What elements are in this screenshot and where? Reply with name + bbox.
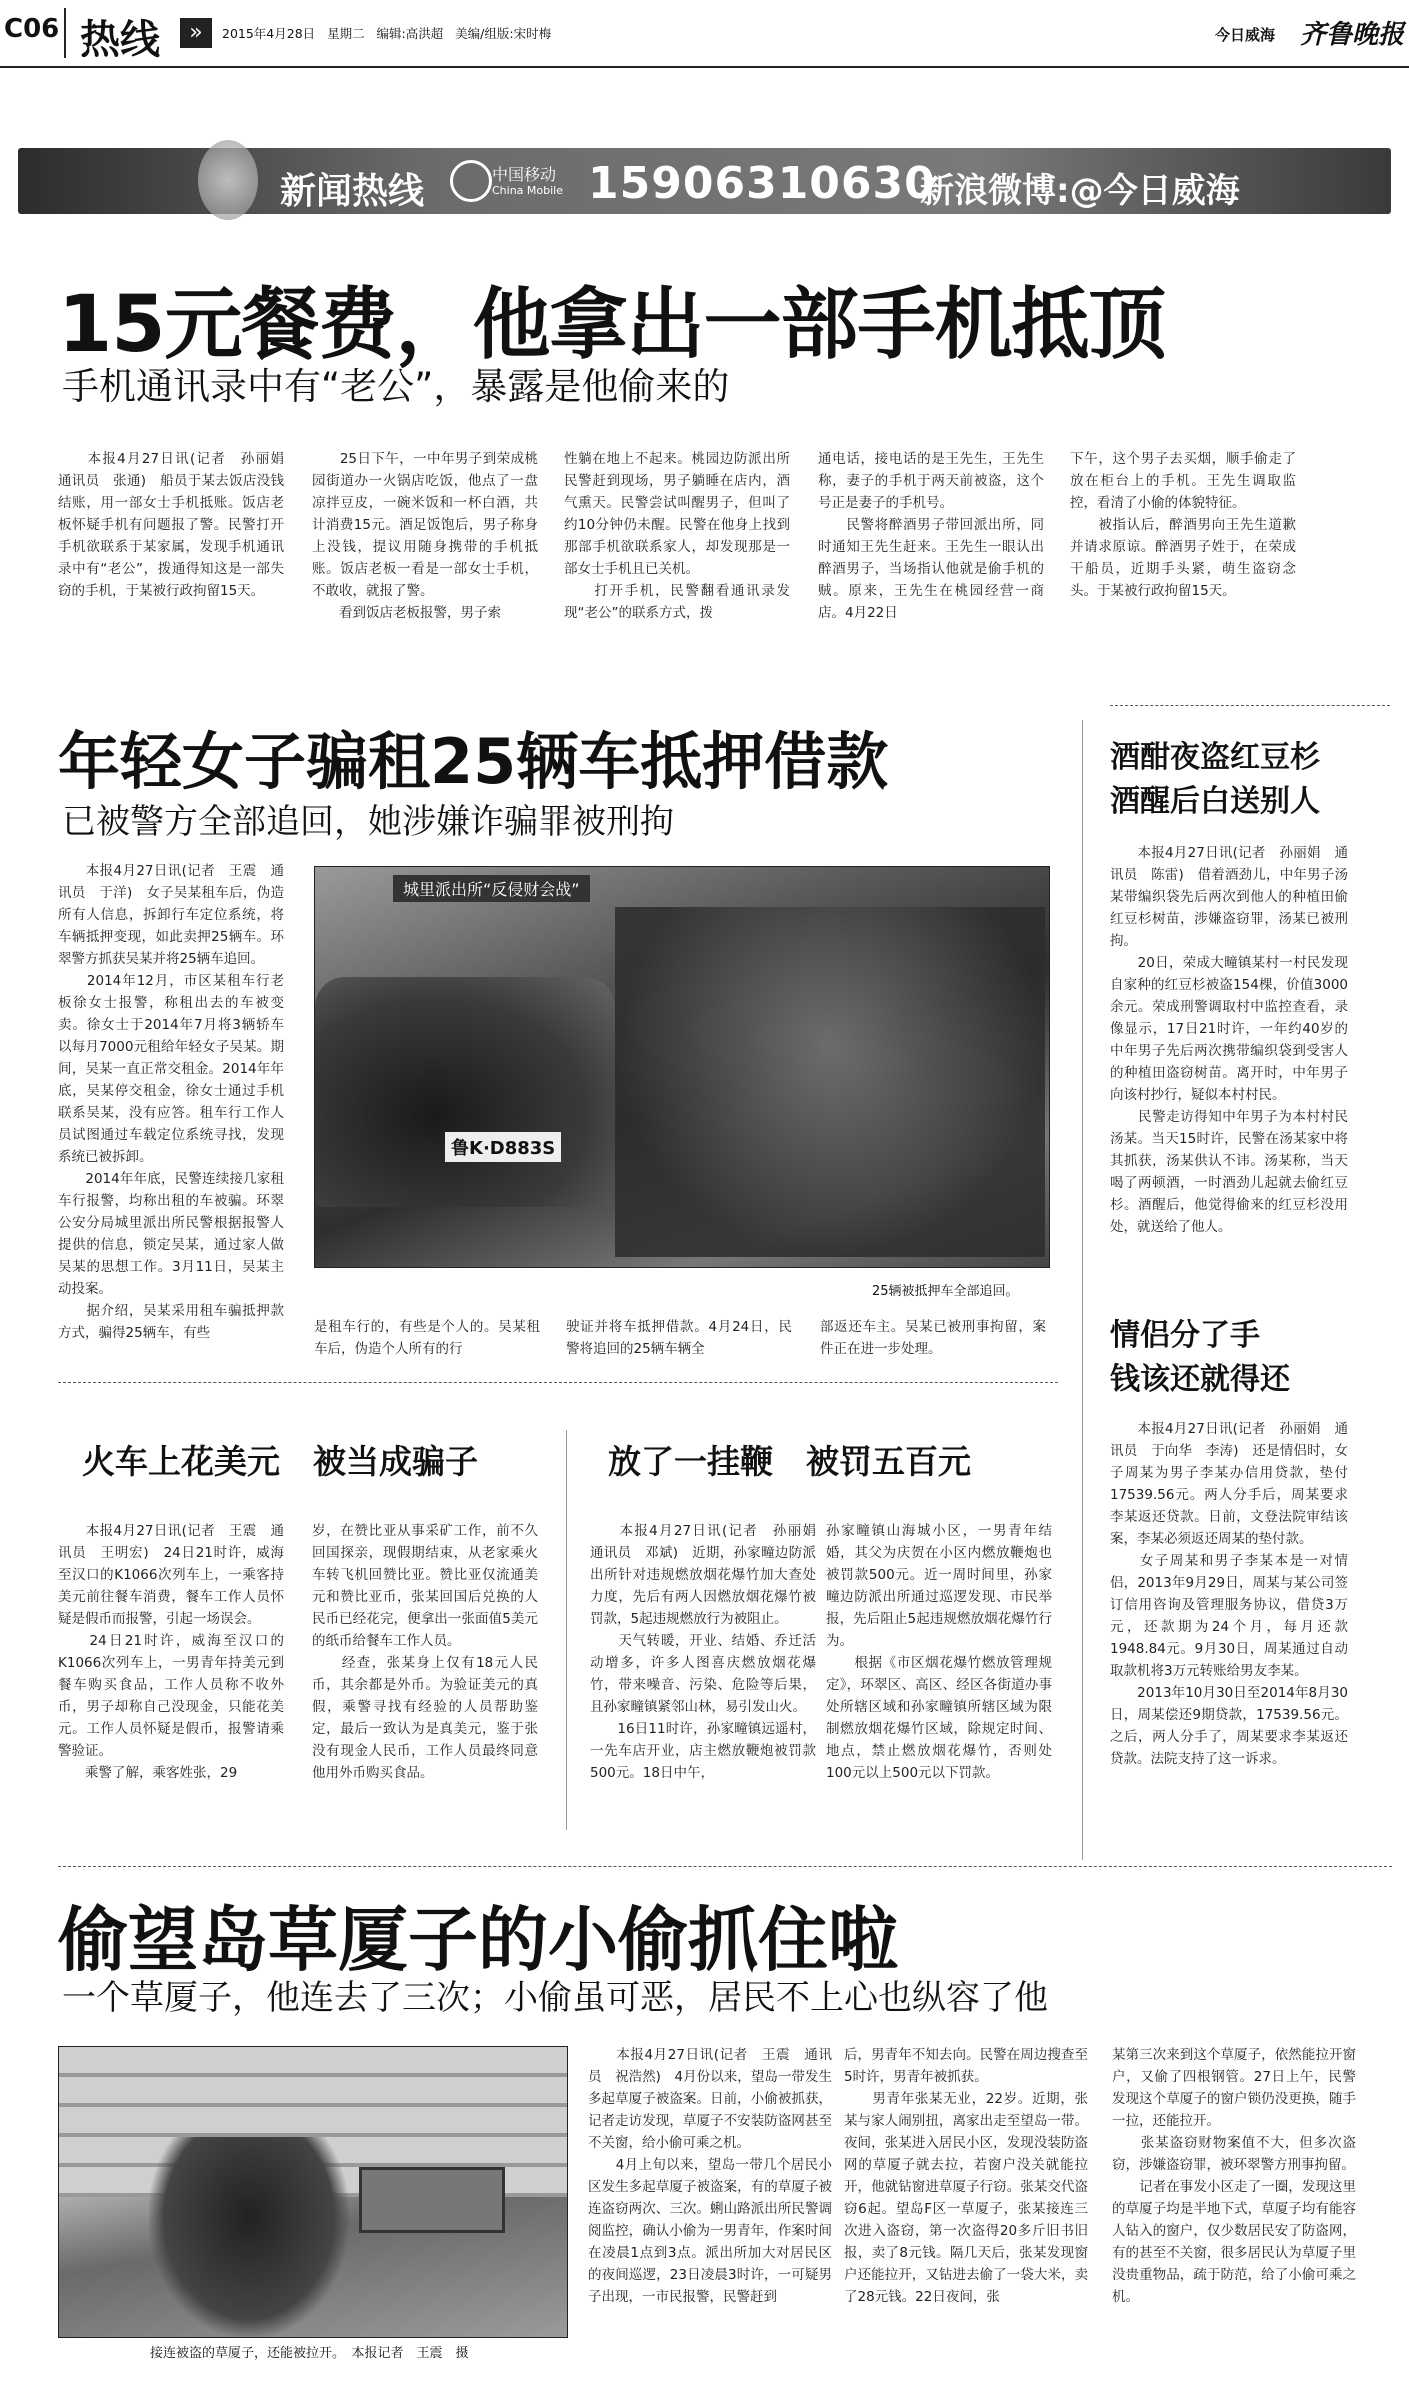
- side1-body: 本报4月27日讯(记者 孙丽娟 通讯员 陈雷) 借着酒劲儿，中年男子汤某带编织袋先后两次到他人的种植田偷红豆杉树苗，涉嫌盗窃罪，汤某已被刑拘。 20日，荣成大疃镇某村一村民发现自家种的红豆杉被盗154棵，价值3000余元。荣成刑警调取村中监控查看，录像显示，17日21时许，一年约40岁的中年男子先后两次携带编织袋到受害人的种植田盗窃树苗。离开时，中年男子向该村抄行，疑似本村村民。 民警走访得知中年男子为本村村民汤某。当天15时许，民警在汤某家中将其抓获，汤某供认不讳。汤某称，当天喝了两顿酒，一时酒劲儿起就去偷红豆杉。酒醒后，他觉得偷来的红豆杉没用处，就送给了他人。: [1110, 845, 1348, 1235]
- carrier-name: 中国移动: [492, 165, 557, 184]
- side2-headline-2: 钱该还就得还: [1110, 1362, 1290, 1397]
- story5-photo: [58, 2046, 568, 2338]
- story1-col3: 性躺在地上不起来。桃园边防派出所民警赶到现场，男子躺睡在店内，酒气熏天。民警尝试叫醒男子，但叫了约10分钟仍未醒。民警在他身上找到那部手机欲联系家人，却发现那是一部女士手机且已关机。 打开手机，民警翻看通讯录发现“老公”的联系方式，拨: [564, 451, 790, 621]
- story5-caption: 接连被盗的草厦子，还能被拉开。 本报记者 王震 摄: [150, 2346, 469, 2361]
- story2-col-b1: 是租车行的，有些是个人的。吴某租车后，伪造个人所有的行: [314, 1319, 540, 1357]
- story1-col5: 下午，这个男子去买烟，顺手偷走了放在柜台上的手机。王先生调取监控，看清了小偷的体貌特征。 被指认后，醉酒男向王先生道歉并请求原谅。醉酒男子姓于，在荣成干船员，近期手头紧，萌生盗窃念头。于某被行政拘留15天。: [1070, 451, 1296, 599]
- window-frame: [359, 2167, 505, 2233]
- story1-col2: 25日下午，一中年男子到荣成桃园街道办一火锅店吃饭，他点了一盘凉拌豆皮，一碗米饭和一杯白酒，共计消费15元。酒足饭饱后，男子称身上没钱，提议用随身携带的手机抵账。饭店老板一看是一部女士手机，不敢收，就报了警。 看到饭店老板报警，男子索: [312, 451, 538, 621]
- story2-col-b3: 部返还车主。吴某已被刑事拘留，案件正在进一步处理。: [820, 1319, 1046, 1357]
- story5-headline: 偷望岛草厦子的小偷抓住啦: [58, 1899, 898, 1981]
- side2-body: 本报4月27日讯(记者 孙丽娟 通讯员 于向华 李涛) 还是情侣时，女子周某为男子李某办信用贷款，垫付17539.56元。两人分手后，周某要求李某返还贷款。日前，文登法院审结该案，李某必须返还周某的垫付款。 女子周某和男子李某本是一对情侣，2013年9月29日，周某与某公司签订信用咨询及管理服务协议，借贷3万元，还款期为24个月，每月还款1948.84元。9月30日，周某通过自动取款机将3万元转账给男友李某。 2013年10月30日至2014年8月30日，周某偿还9期贷款，17539.56元。之后，两人分手了，周某要求李某返还贷款。法院支持了这一诉求。: [1110, 1421, 1348, 1767]
- officers-crouching: [149, 2137, 349, 2337]
- story3-col1: 本报4月27日讯(记者 王震 通讯员 王明宏) 24日21时许，威海至汉口的K1066次列车上，一乘客持美元前往餐车消费，餐车工作人员怀疑是假币而报警，引起一场误会。 24日21时许，威海至汉口的K1066次列车上，一男青年持美元到餐车购买食品，工作人员称不收外币，男子却称自己没现金，只能花美元。工作人员怀疑是假币，报警请乘警验证。 乘警了解，乘客姓张，29: [58, 1523, 284, 1781]
- column-name: 今日威海: [1215, 26, 1276, 44]
- hotline-phone: 15906310630: [588, 158, 936, 209]
- story4-headline: 放了一挂鞭 被罚五百元: [608, 1442, 971, 1481]
- story5-subhead: 一个草厦子，他连去了三次；小偷虽可恶，居民不上心也纵容了他: [62, 1978, 1048, 2018]
- story5-col3: 某第三次来到这个草厦子，依然能拉开窗户，又偷了四根钢管。27日上午，民警发现这个草厦子的窗户锁仍没更换，随手一拉，还能拉开。 张某盗窃财物案值不大，但多次盗窃，涉嫌盗窃罪，被环翠警方刑事拘留。 记者在事发小区走了一圈，发现这里的草厦子均是半地下式，草厦子均有能容人钻入的窗户，仅少数居民安了防盗网，有的甚至不关窗，很多居民认为草厦子里没贵重物品，疏于防范，给了小偷可乘之机。: [1112, 2047, 1356, 2305]
- side1-headline-2: 酒醒后白送别人: [1110, 784, 1320, 819]
- story1-headline: 15元餐费，他拿出一部手机抵顶: [58, 280, 1166, 370]
- story3-headline: 火车上花美元 被当成骗子: [82, 1442, 478, 1481]
- page-number: C06: [4, 14, 60, 44]
- story2-caption: 25辆被抵押车全部追回。: [872, 1284, 1019, 1299]
- story3-col2: 岁，在赞比亚从事采矿工作，前不久回国探亲，现假期结束，从老家乘火车转飞机回赞比亚。赞比亚仅流通美元和赞比亚币，张某回国后兑换的人民币已经花完，便拿出一张面值5美元的纸币给餐车工作人员。 经查，张某身上仅有18元人民币，其余都是外币。为验证美元的真假，乘警寻找有经验的人员帮助鉴定，最后一致认为是真美元，鉴于张没有现金人民币，工作人员最终同意他用外币购买食品。: [312, 1523, 538, 1781]
- story4-col2: 孙家疃镇山海城小区，一男青年结婚，其父为庆贺在小区内燃放鞭炮也被罚款500元。近一周时间里，孙家疃边防派出所通过巡逻发现、市民举报，先后阻止5起违规燃放烟花爆竹行为。 根据《市区烟花爆竹燃放管理规定》，环翠区、高区、经区各街道办事处所辖区域和孙家疃镇所辖区域为限制燃放烟花爆竹区域，除规定时间、地点，禁止燃放烟花爆竹，否则处100元以上500元以下罚款。: [826, 1523, 1052, 1781]
- banner-title: 新闻热线: [280, 171, 425, 212]
- story1-col4: 通电话，接电话的是王先生，王先生称，妻子的手机于两天前被盗，这个号正是妻子的手机号。 民警将醉酒男子带回派出所，同时通知王先生赶来。王先生一眼认出醉酒男子，当场指认他就是偷手机的贼。原来，王先生在桃园经营一商店。4月22日: [818, 451, 1044, 621]
- story5-col2: 后，男青年不知去向。民警在周边搜查至5时许，男青年被抓获。 男青年张某无业，22岁。近期，张某与家人闹别扭，离家出走至望岛一带。夜间，张某进入居民小区，发现没装防盗网的草厦子就去拉，若窗户没关就能拉开，他就钻窗进草厦子行窃。张某交代盗窃6起。望岛F区一草厦子，张某接连三次进入盗窃，第一次盗得20多斤旧书旧报，卖了8元钱。隔几天后，张某发现窗户还能拉开，又钻进去偷了一袋大米，卖了28元钱。22日夜间，张: [844, 2047, 1088, 2305]
- story5-col1: 本报4月27日讯(记者 王震 通讯员 祝浩然) 4月份以来，望岛一带发生多起草厦子被盗案。日前，小偷被抓获，记者走访发现，草厦子不安装防盗网甚至不关窗，给小偷可乘之机。 4月上旬以来，望岛一带几个居民小区发生多起草厦子被盗案，有的草厦子被连盗窃两次、三次。蜊山路派出所民警调阅监控，确认小偷为一男青年，作案时间在凌晨1点到3点。派出所加大对居民区的夜间巡逻，23日凌晨3时许，一可疑男子出现，一市民报警，民警赶到: [588, 2047, 832, 2305]
- hotline-mascot-icon: [198, 140, 258, 220]
- date-editor-line: 2015年4月28日 星期二 编辑:高洪超 美编/组版:宋时梅: [222, 26, 552, 41]
- paper-logo: 齐鲁晚报: [1300, 20, 1405, 50]
- officer-group: [615, 907, 1045, 1257]
- section-title: 热线: [80, 16, 160, 63]
- story2-headline: 年轻女子骗租25辆车抵押借款: [58, 725, 889, 798]
- story2-subhead: 已被警方全部追回，她涉嫌诈骗罪被刑拘: [62, 802, 674, 842]
- story2-photo: [314, 866, 1050, 1268]
- side1-headline-1: 酒酣夜盗红豆杉: [1110, 740, 1320, 775]
- china-mobile-icon: [450, 160, 492, 202]
- photo-banner: 城里派出所“反侵财会战”: [393, 875, 590, 902]
- weibo-account: 新浪微博:@今日威海: [920, 171, 1240, 211]
- story1-subhead: 手机通讯录中有“老公”，暴露是他偷来的: [62, 365, 730, 408]
- story2-col-left: 本报4月27日讯(记者 王震 通讯员 于洋) 女子吴某租车后，伪造所有人信息，拆卸行车定位系统，将车辆抵押变现，如此卖押25辆车。环翠警方抓获吴某并将25辆车追回。 2014年12月，市区某租车行老板徐女士报警，称租出去的车被变卖。徐女士于2014年7月将3辆轿车以每月7000元租给年轻女子吴某。期间，吴某一直正常交租金。2014年年底，吴某停交租金，徐女士通过手机联系吴某，没有应答。租车行工作人员试图通过车载定位系统寻找，发现系统已被拆卸。 2014年年底，民警连续接几家租车行报警，均称出租的车被骗。环翠公安分局城里派出所民警根据报警人提供的信息，锁定吴某，通过家人做吴某的思想工作。3月11日，吴某主动投案。 据介绍，吴某采用租车骗抵押款方式，骗得25辆车，有些: [58, 863, 284, 1341]
- side2-headline-1: 情侣分了手: [1110, 1318, 1260, 1353]
- license-plate: 鲁K·D883S: [445, 1132, 561, 1162]
- story2-col-b2: 驶证并将车抵押借款。4月24日，民警将追回的25辆车辆全: [566, 1319, 792, 1357]
- carrier-name-en: China Mobile: [492, 184, 564, 197]
- story4-col1: 本报4月27日讯(记者 孙丽娟 通讯员 邓斌) 近期，孙家疃边防派出所针对违规燃放烟花爆竹加大查处力度，先后有两人因燃放烟花爆竹被罚款，5起违规燃放行为被阻止。 天气转暖，开业、结婚、乔迁活动增多，许多人图喜庆燃放烟花爆竹，带来噪音、污染、危险等后果，且孙家疃镇紧邻山林，易引发山火。 16日11时许，孙家疃镇远遥村，一先车店开业，店主燃放鞭炮被罚款500元。18日中午，: [590, 1523, 816, 1781]
- police-car: [315, 977, 615, 1207]
- section-arrow-icon: »: [180, 18, 212, 48]
- story1-col1: 本报4月27日讯(记者 孙丽娟 通讯员 张通) 船员于某去饭店没钱结账，用一部女士手机抵账。饭店老板怀疑手机有问题报了警。民警打开手机欲联系于某家属，发现手机通讯录中有“老公”，拨通得知这是一部失窃的手机，于某被行政拘留15天。: [58, 451, 298, 599]
